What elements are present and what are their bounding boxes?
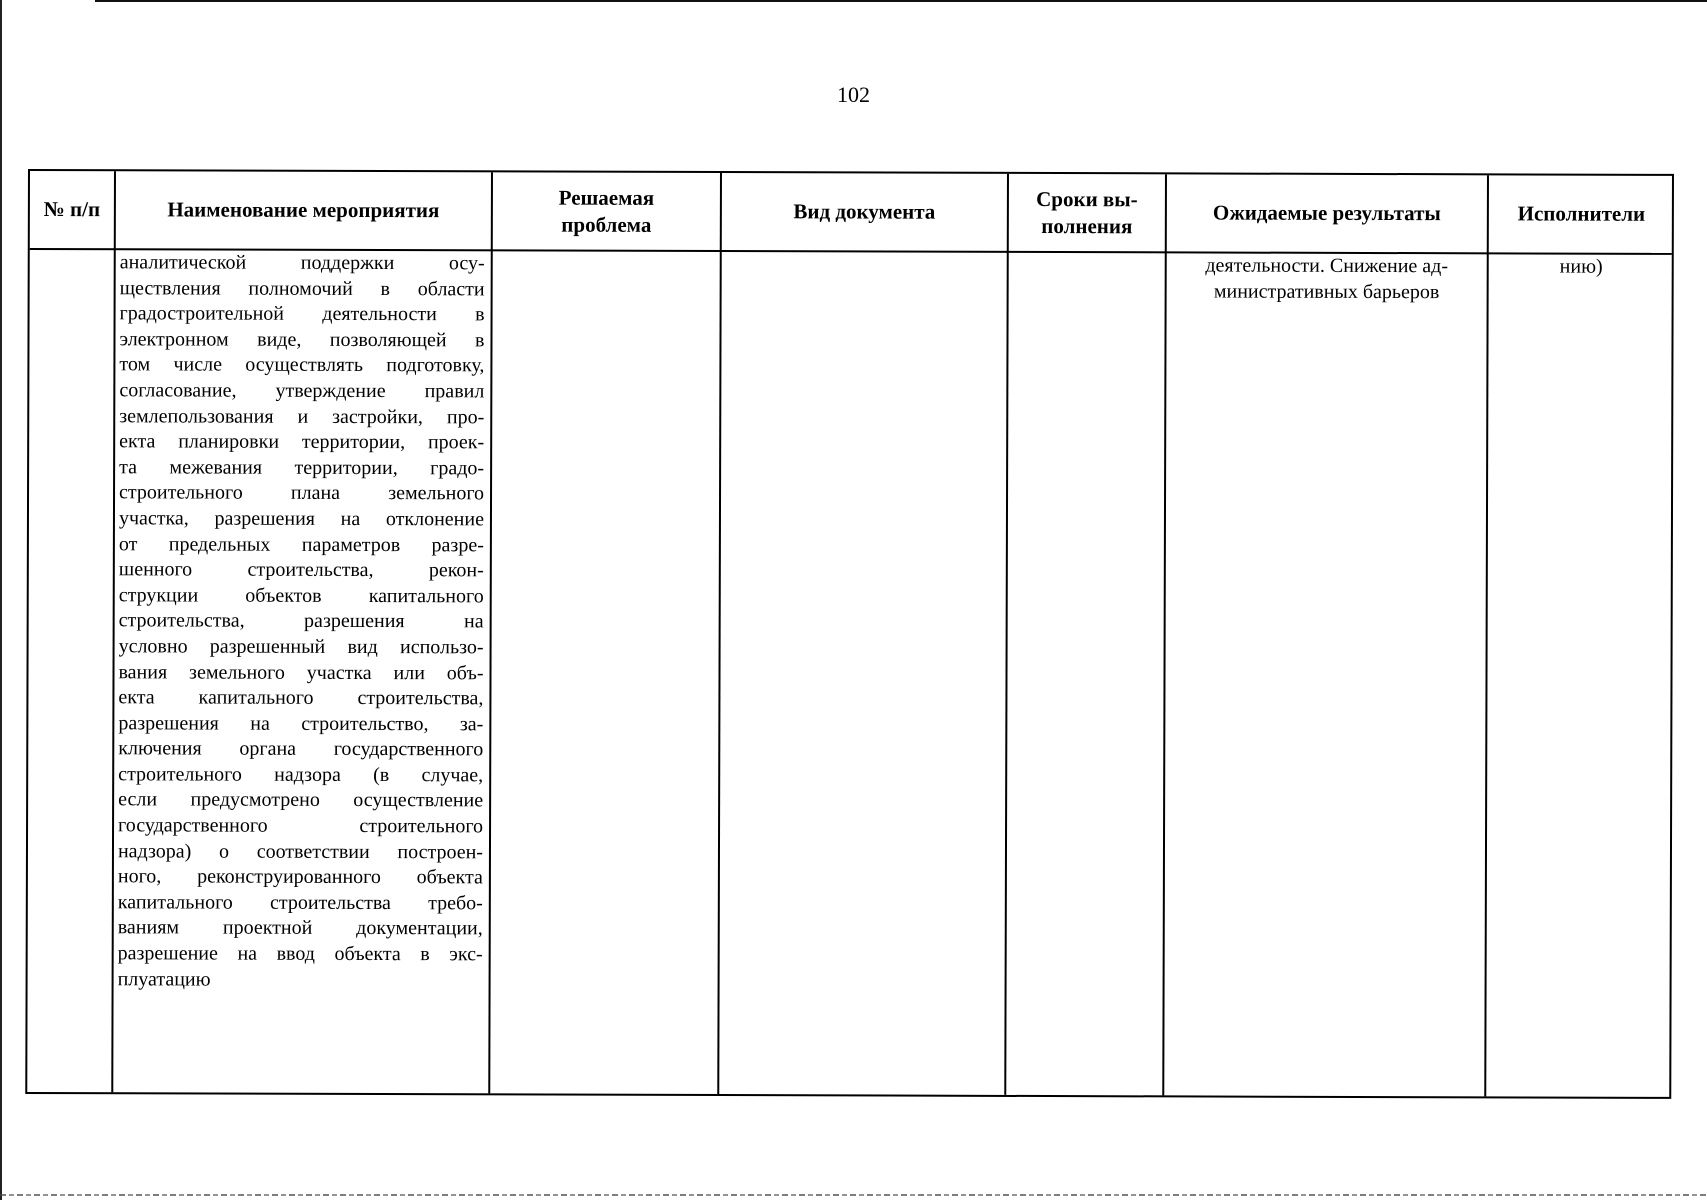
column-divider xyxy=(717,173,722,1094)
measure-name-line: том числе осуществлять подготовку, xyxy=(119,353,485,377)
column-divider xyxy=(1162,174,1167,1095)
measure-name-line: государственного строительного xyxy=(118,814,484,838)
measure-name-line: ществления полномочий в области xyxy=(119,276,485,300)
scan-edge-bottom xyxy=(0,1194,1707,1196)
cell-executors: нию) xyxy=(1559,255,1603,278)
measure-name-line: капитального строительства требо- xyxy=(117,891,483,915)
measure-name-line: плуатацию xyxy=(117,967,211,991)
measure-name-line: та межевания территории, градо- xyxy=(119,456,485,480)
measure-name-line: участка, разрешения на отклонение xyxy=(118,507,484,531)
measure-name-line: разрешение на ввод объекта в экс- xyxy=(117,942,483,966)
measure-name-line: разрешения на строительство, за- xyxy=(118,711,484,736)
cell-measure-name xyxy=(118,250,485,993)
header-deadline: Сроки вы-полнения xyxy=(1036,186,1138,238)
measure-name-line: строительного надзора (в случае, xyxy=(118,763,484,787)
measure-name-line: землепользования и застройки, про- xyxy=(119,404,485,428)
cell-results xyxy=(1167,253,1487,305)
header-results: Ожидаемые результаты xyxy=(1212,200,1441,226)
results-line: министративных барьеров xyxy=(1213,280,1440,303)
measure-name-line: согласование, утверждение правил xyxy=(119,379,485,403)
measure-name-line: екта планировки территории, проек- xyxy=(119,430,485,454)
measure-name-line: аналитической поддержки осу- xyxy=(119,251,485,275)
results-line: деятельности. Снижение ад- xyxy=(1205,254,1449,278)
measure-name-line: ного, реконструированного объекта xyxy=(117,865,483,889)
measure-name-line: ключения органа государственного xyxy=(118,737,484,761)
header-problem: Решаемая проблема xyxy=(558,185,655,237)
scan-edge-left xyxy=(0,0,2,1200)
measure-name-line: строительного плана земельного xyxy=(119,481,485,505)
measures-table xyxy=(25,169,1674,1099)
measure-name-line: строительства, разрешения на xyxy=(118,609,484,633)
measure-name-line: екта капитального строительства, xyxy=(118,686,484,710)
column-divider xyxy=(1004,174,1009,1095)
column-divider xyxy=(111,171,116,1092)
measure-name-line: надзора) о соответствии построен- xyxy=(117,839,484,864)
measure-name-line: условно разрешенный вид использо- xyxy=(118,635,484,659)
measure-name-line: от предельных параметров разре- xyxy=(118,532,484,556)
header-num: № п/п xyxy=(43,197,101,222)
header-name: Наименование мероприятия xyxy=(167,197,440,223)
measure-name-line: ваниям проектной документации, xyxy=(117,916,483,940)
scan-edge-top xyxy=(95,0,1707,2)
measure-name-line: шенного строительства, рекон- xyxy=(118,558,484,582)
measure-name-line: струкции объектов капитального xyxy=(118,583,484,608)
measure-name-line: если предусмотрено осуществление xyxy=(118,788,484,812)
column-divider xyxy=(488,172,493,1093)
header-doc-type: Вид документа xyxy=(793,199,936,224)
column-divider xyxy=(1484,175,1489,1096)
measure-name-line: градостроительной деятельности в xyxy=(119,302,485,326)
page-number: 102 xyxy=(837,82,870,107)
header-executors: Исполнители xyxy=(1517,201,1646,226)
measure-name-line: вания земельного участка или объ- xyxy=(118,660,484,684)
measure-name-line: электронном виде, позволяющей в xyxy=(119,328,485,352)
